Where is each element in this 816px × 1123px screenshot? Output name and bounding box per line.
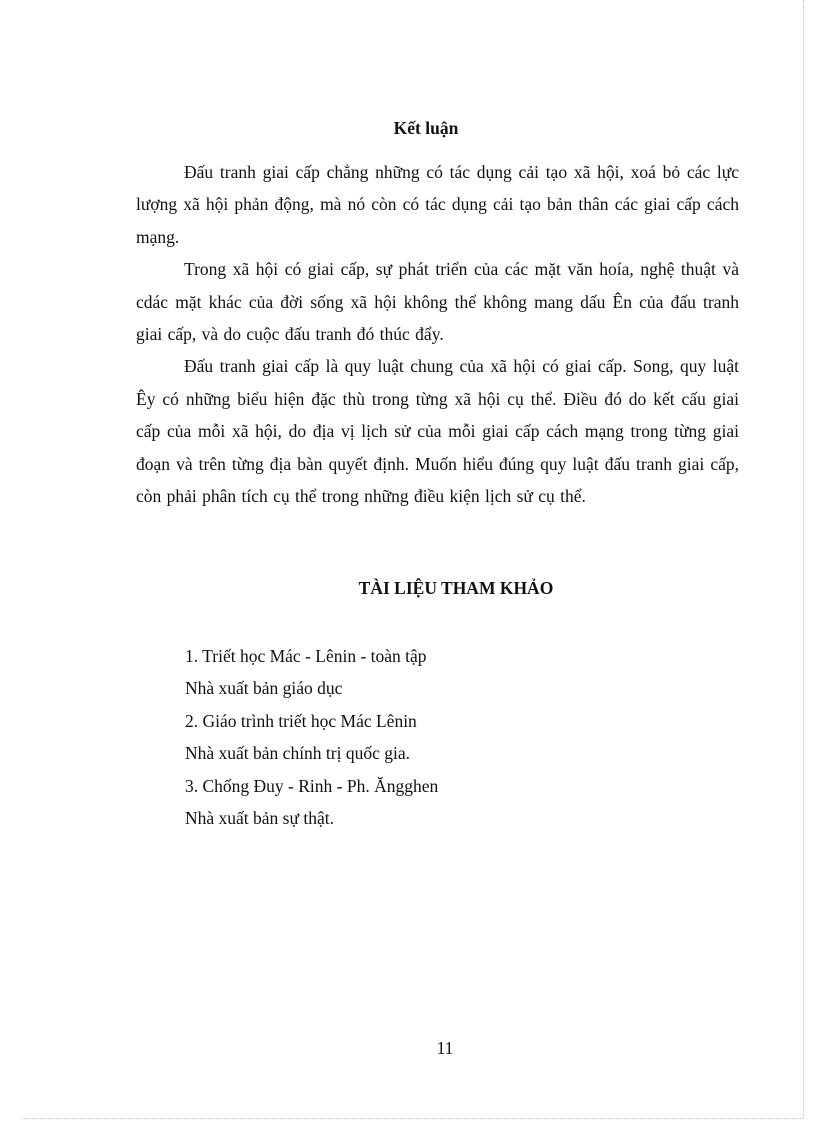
references-list xyxy=(185,640,685,834)
conclusion-heading: Kết luận xyxy=(393,118,459,138)
references-heading: TÀI LIỆU THAM KHẢO xyxy=(358,578,554,598)
reference-title: 1. Triết học Mác - Lênin - toàn tập xyxy=(185,646,427,666)
reference-title: 2. Giáo trình triết học Mác Lênin xyxy=(185,710,417,731)
page-edge-right xyxy=(803,0,804,1118)
paragraph: Đấu tranh giai cấp chẳng những có tác dụng cải tạo xã hội, xoá bỏ các lực lượng xã hội phản động, mà nó còn có tác dụng cải tạo bản thân các giai cấp cách mạng. xyxy=(136,162,739,247)
reference-publisher: Nhà xuất bản giáo dục xyxy=(185,678,343,699)
reference-publisher: Nhà xuất bản sự thật. xyxy=(185,808,334,829)
paragraph: Đấu tranh giai cấp là quy luật chung của xã hội có giai cấp. Song, quy luật Êy có những biểu hiện đặc thù trong từng xã hội cụ thể. Điều đó do kết cấu giai cấp của mỗi xã hội, do địa vị lịch sử của mỗi giai cấp cách mạng trong từng giai đoạn và trên từng địa bàn quyết định. Muốn hiểu đúng quy luật đấu tranh giai cấp, còn phải phân tích cụ thể trong những điều kiện lịch sử cụ thể. xyxy=(136,356,739,507)
page-number: 11 xyxy=(436,1038,454,1058)
page-edge-bottom xyxy=(22,1118,803,1119)
paragraph: Trong xã hội có giai cấp, sự phát triển của các mặt văn hoía, nghệ thuật và cdác mặt khác của đời sống xã hội không thể không mang dấu Ên của đấu tranh giai cấp, và do cuộc đấu tranh đó thúc đẩy. xyxy=(136,259,739,345)
conclusion-body xyxy=(136,156,739,512)
reference-publisher: Nhà xuất bản chính trị quốc gia. xyxy=(185,743,411,764)
reference-title: 3. Chống Đuy - Rinh - Ph. Ăngghen xyxy=(185,775,439,796)
